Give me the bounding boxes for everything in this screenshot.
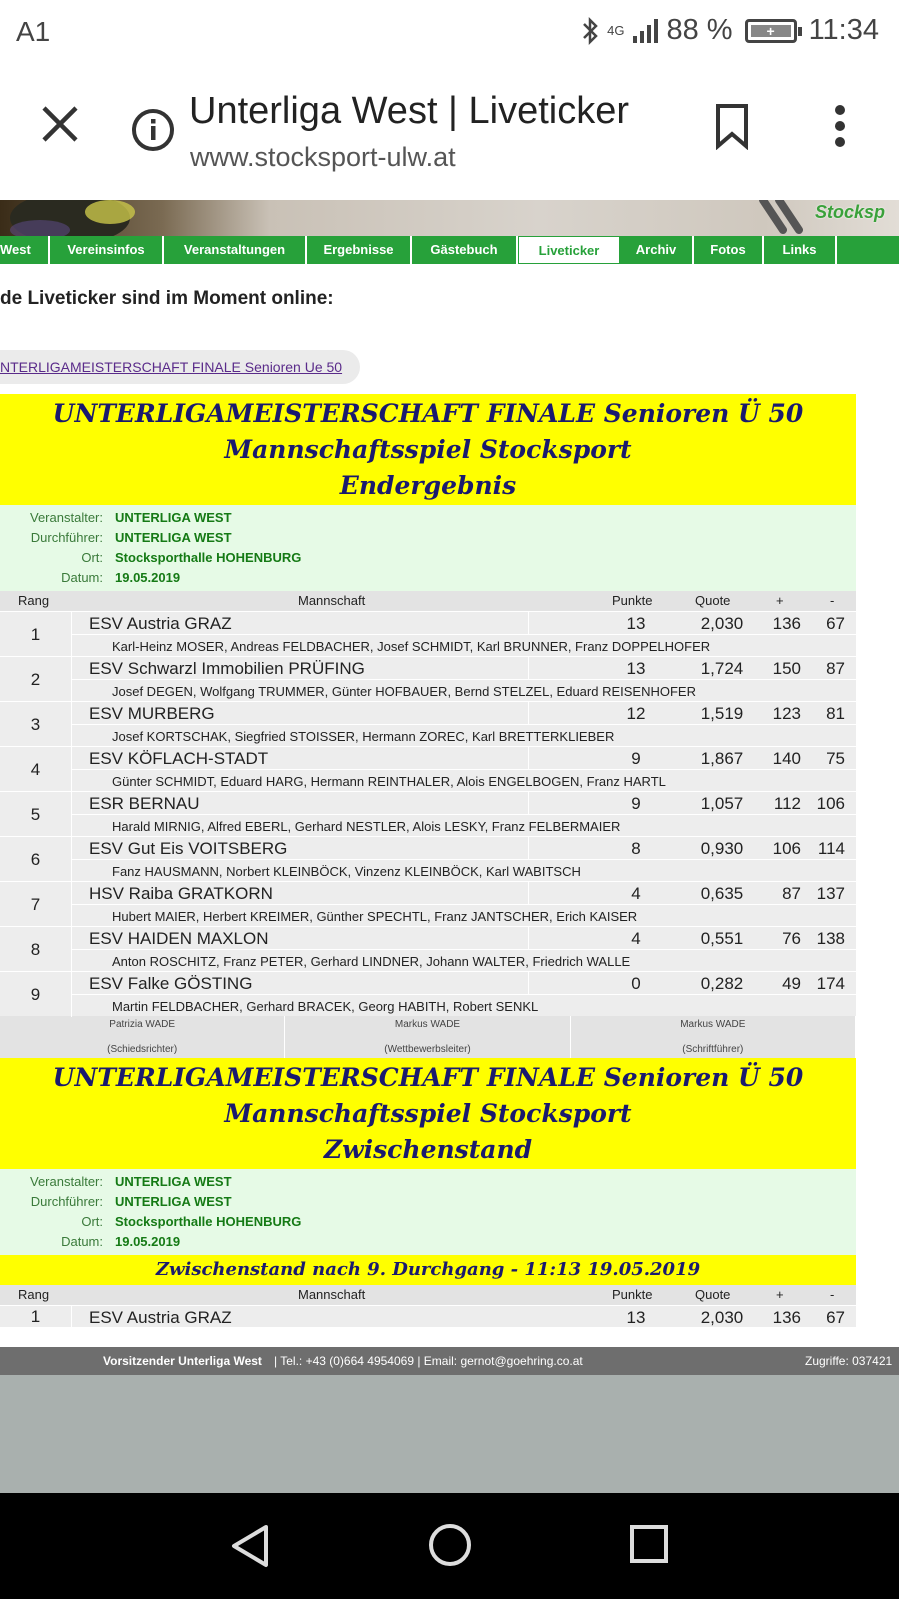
banner-brand: Stocksp <box>815 202 886 222</box>
minus-cell: 81 <box>826 704 845 723</box>
minus-cell: 137 <box>816 884 845 903</box>
rank-cell: 4 <box>0 747 72 792</box>
info-value: Stocksporthalle HOHENBURG <box>115 550 302 565</box>
final-header <box>0 394 856 505</box>
battery-percent: 88 % <box>666 14 733 46</box>
banner-stock-graphic <box>755 200 815 236</box>
plus-cell: 150 <box>772 659 801 678</box>
nav-item-links[interactable]: Links <box>764 236 837 264</box>
table-row <box>0 701 856 746</box>
plus-cell: 136 <box>772 1308 801 1327</box>
team-cell: ESV Gut Eis VOITSBERG <box>89 839 288 858</box>
points-cell: 8 <box>631 839 641 858</box>
points-cell: 12 <box>626 704 646 723</box>
final-title-line2: Mannschaftsspiel Stocksport <box>224 435 632 464</box>
site-banner <box>0 200 899 236</box>
minus-cell: 67 <box>826 1308 845 1327</box>
site-nav <box>0 236 899 264</box>
points-cell: 13 <box>626 1308 646 1327</box>
quote-cell: 1,867 <box>700 749 744 768</box>
players-cell: Anton ROSCHITZ, Franz PETER, Gerhard LINDNER, Johann WALTER, Friedrich WALLE <box>112 954 631 969</box>
players-cell: Fanz HAUSMANN, Norbert KLEINBÖCK, Vinzenz KLEINBÖCK, Karl WABITSCH <box>112 864 581 879</box>
info-value: UNTERLIGA WEST <box>115 1174 232 1189</box>
quote-cell: 0,635 <box>700 884 744 903</box>
page-bottom-area <box>0 1375 899 1493</box>
team-cell: ESV KÖFLACH-STADT <box>89 749 269 768</box>
info-label: Ort: <box>81 1214 103 1229</box>
header-minus: - <box>830 593 835 608</box>
info-value: UNTERLIGA WEST <box>115 510 232 525</box>
minus-cell: 174 <box>816 974 845 993</box>
info-value: UNTERLIGA WEST <box>115 1194 232 1209</box>
rank-cell: 8 <box>0 927 72 972</box>
header-minus: - <box>830 1287 835 1302</box>
points-cell: 4 <box>631 884 641 903</box>
plus-cell: 106 <box>772 839 801 858</box>
final-table-header <box>0 591 856 611</box>
final-title-line3: Endergebnis <box>339 471 517 500</box>
plus-cell: 49 <box>782 974 801 993</box>
interim-header <box>0 1058 856 1169</box>
info-label: Durchführer: <box>30 1194 103 1209</box>
interim-info <box>0 1169 856 1255</box>
team-cell: ESV Austria GRAZ <box>89 1308 232 1327</box>
online-heading: de Liveticker sind im Moment online: <box>0 288 334 309</box>
team-cell: ESV MURBERG <box>89 704 215 723</box>
nav-item-ergebnisse[interactable]: Ergebnisse <box>307 236 412 264</box>
official-competition-lead: Markus WADE (Wettbewerbsleiter) <box>285 1016 570 1058</box>
minus-cell: 106 <box>816 794 845 813</box>
final-info <box>0 505 856 591</box>
quote-cell: 1,057 <box>700 794 744 813</box>
liveticker-link[interactable]: NTERLIGAMEISTERSCHAFT FINALE Senioren Ue 50 <box>0 350 360 384</box>
officials-row <box>0 1016 856 1058</box>
players-cell: Josef KORTSCHAK, Siegfried STOISSER, Hermann ZOREC, Karl BRETTERKLIEBER <box>112 729 615 744</box>
quote-cell: 0,551 <box>700 929 744 948</box>
header-plus: + <box>776 593 784 608</box>
minus-cell: 87 <box>826 659 845 678</box>
nav-item-vereinsinfos[interactable]: Vereinsinfos <box>50 236 164 264</box>
rank-cell: 5 <box>0 792 72 837</box>
header-quote: Quote <box>695 593 731 608</box>
header-punkte: Punkte <box>612 1287 653 1302</box>
quote-cell: 1,724 <box>700 659 744 678</box>
banner-stone-graphic <box>0 200 240 236</box>
home-icon[interactable] <box>427 1522 473 1568</box>
players-cell: Harald MIRNIG, Alfred EBERL, Gerhard NESTLER, Alois LESKY, Franz FELBERMAIER <box>112 819 621 834</box>
rank-cell: 1 <box>0 1306 72 1328</box>
rank-cell: 7 <box>0 882 72 927</box>
plus-cell: 123 <box>772 704 801 723</box>
team-cell: HSV Raiba GRATKORN <box>89 884 273 903</box>
team-cell: ESV Austria GRAZ <box>89 614 232 633</box>
plus-cell: 140 <box>772 749 801 768</box>
quote-cell: 0,930 <box>700 839 744 858</box>
players-cell: Martin FELDBACHER, Gerhard BRACEK, Georg HABITH, Robert SENKL <box>112 999 539 1014</box>
points-cell: 0 <box>631 974 641 993</box>
team-cell: ESV Falke GÖSTING <box>89 974 253 993</box>
clock: 11:34 <box>808 14 879 46</box>
carrier-label: A1 <box>16 16 51 47</box>
header-plus: + <box>776 1287 784 1302</box>
site-footer <box>0 1347 899 1375</box>
players-cell: Hubert MAIER, Herbert KREIMER, Günther SPECHTL, Franz JANTSCHER, Erich KAISER <box>112 909 638 924</box>
interim-results-block <box>0 1058 856 1327</box>
final-results-block <box>0 394 856 1058</box>
rank-cell: 1 <box>0 612 72 657</box>
quote-cell: 2,030 <box>700 1308 744 1327</box>
table-row <box>0 881 856 926</box>
info-label: Datum: <box>61 570 103 585</box>
minus-cell: 114 <box>817 839 845 858</box>
info-value: 19.05.2019 <box>115 570 181 585</box>
info-value: Stocksporthalle HOHENBURG <box>115 1214 302 1229</box>
info-value: 19.05.2019 <box>115 1234 181 1249</box>
official-recorder: Markus WADE (Schriftführer) <box>571 1016 856 1058</box>
close-icon[interactable] <box>38 102 82 146</box>
info-icon[interactable] <box>130 107 176 153</box>
nav-item-veranstaltungen[interactable]: Veranstaltungen <box>164 236 307 264</box>
info-value: UNTERLIGA WEST <box>115 530 232 545</box>
header-mannschaft: Mannschaft <box>298 1287 366 1302</box>
quote-cell: 0,282 <box>700 974 744 993</box>
table-row <box>0 611 856 656</box>
interim-subtitle: Zwischenstand nach 9. Durchgang - 11:13 19.05.2019 <box>0 1255 856 1285</box>
info-label: Veranstalter: <box>30 1174 103 1189</box>
minus-cell: 75 <box>826 749 845 768</box>
players-cell: Günter SCHMIDT, Eduard HARG, Hermann REINTHALER, Alois ENGELBOGEN, Franz HARTL <box>112 774 666 789</box>
plus-cell: 112 <box>773 794 801 813</box>
header-punkte: Punkte <box>612 593 653 608</box>
minus-cell: 67 <box>826 614 845 633</box>
back-icon[interactable] <box>228 1523 272 1569</box>
plus-cell: 87 <box>782 884 801 903</box>
info-label: Datum: <box>61 1234 103 1249</box>
final-title-line1: UNTERLIGAMEISTERSCHAFT FINALE Senioren Ü 50 <box>52 399 804 428</box>
rank-cell: 2 <box>0 657 72 702</box>
interim-title-line2: Mannschaftsspiel Stocksport <box>224 1099 632 1128</box>
table-row <box>0 971 856 1016</box>
page-url[interactable]: www.stocksport-ulw.at <box>190 142 456 172</box>
points-cell: 13 <box>626 614 646 633</box>
points-cell: 9 <box>631 794 641 813</box>
rank-cell: 3 <box>0 702 72 747</box>
table-row <box>0 791 856 836</box>
nav-item-archiv[interactable]: Archiv <box>620 236 694 264</box>
table-row <box>0 926 856 971</box>
more-vert-icon[interactable] <box>830 102 850 150</box>
interim-table-header <box>0 1285 856 1305</box>
team-cell: ESV Schwarzl Immobilien PRÜFING <box>89 659 365 678</box>
footer-hits: Zugriffe: 037421 <box>805 1354 893 1368</box>
header-mannschaft: Mannschaft <box>298 593 366 608</box>
info-label: Durchführer: <box>30 530 103 545</box>
points-cell: 4 <box>631 929 641 948</box>
browser-toolbar <box>0 62 899 200</box>
nav-item-west[interactable]: West <box>0 236 50 264</box>
bookmark-icon[interactable] <box>712 102 752 150</box>
plus-cell: 76 <box>782 929 801 948</box>
players-cell: Karl-Heinz MOSER, Andreas FELDBACHER, Josef SCHMIDT, Karl BRUNNER, Franz DOPPELHOFER <box>112 639 711 654</box>
header-rang: Rang <box>18 593 50 608</box>
network-type: 4G <box>607 23 625 38</box>
nav-item-gaestebuch[interactable]: Gästebuch <box>412 236 518 264</box>
footer-chair: Vorsitzender Unterliga West <box>103 1354 262 1368</box>
page-title: Unterliga West | Liveticker <box>189 90 629 132</box>
nav-item-liveticker[interactable]: Liveticker <box>518 236 620 264</box>
battery-icon: + <box>745 19 797 43</box>
recents-icon[interactable] <box>629 1524 669 1564</box>
info-label: Veranstalter: <box>30 510 103 525</box>
quote-cell: 2,030 <box>700 614 744 633</box>
header-rang: Rang <box>18 1287 50 1302</box>
points-cell: 13 <box>626 659 646 678</box>
footer-contact[interactable]: | Tel.: +43 (0)664 4954069 | Email: gernot@goehring.co.at <box>274 1354 583 1368</box>
players-cell: Josef DEGEN, Wolfgang TRUMMER, Günter HOFBAUER, Bernd STELZEL, Eduard REISENHOFER <box>112 684 696 699</box>
status-bar <box>0 0 899 62</box>
final-table-body <box>0 611 856 1016</box>
minus-cell: 138 <box>816 929 845 948</box>
table-row <box>0 836 856 881</box>
quote-cell: 1,519 <box>700 704 744 723</box>
interim-title-line3: Zwischenstand <box>323 1135 533 1164</box>
rank-cell: 6 <box>0 837 72 882</box>
bluetooth-icon <box>581 16 599 46</box>
table-row <box>0 746 856 791</box>
table-row <box>0 1305 856 1327</box>
plus-cell: 136 <box>772 614 801 633</box>
rank-cell: 9 <box>0 972 72 1017</box>
official-referee: Patrizia WADE (Schiedsrichter) <box>0 1016 285 1058</box>
signal-icon <box>632 18 658 44</box>
interim-title-line1: UNTERLIGAMEISTERSCHAFT FINALE Senioren Ü 50 <box>52 1063 804 1092</box>
table-row <box>0 656 856 701</box>
points-cell: 9 <box>631 749 641 768</box>
header-quote: Quote <box>695 1287 731 1302</box>
info-label: Ort: <box>81 550 103 565</box>
team-cell: ESV HAIDEN MAXLON <box>89 929 269 948</box>
team-cell: ESR BERNAU <box>89 794 200 813</box>
nav-item-fotos[interactable]: Fotos <box>694 236 764 264</box>
system-nav-bar <box>0 1493 899 1599</box>
